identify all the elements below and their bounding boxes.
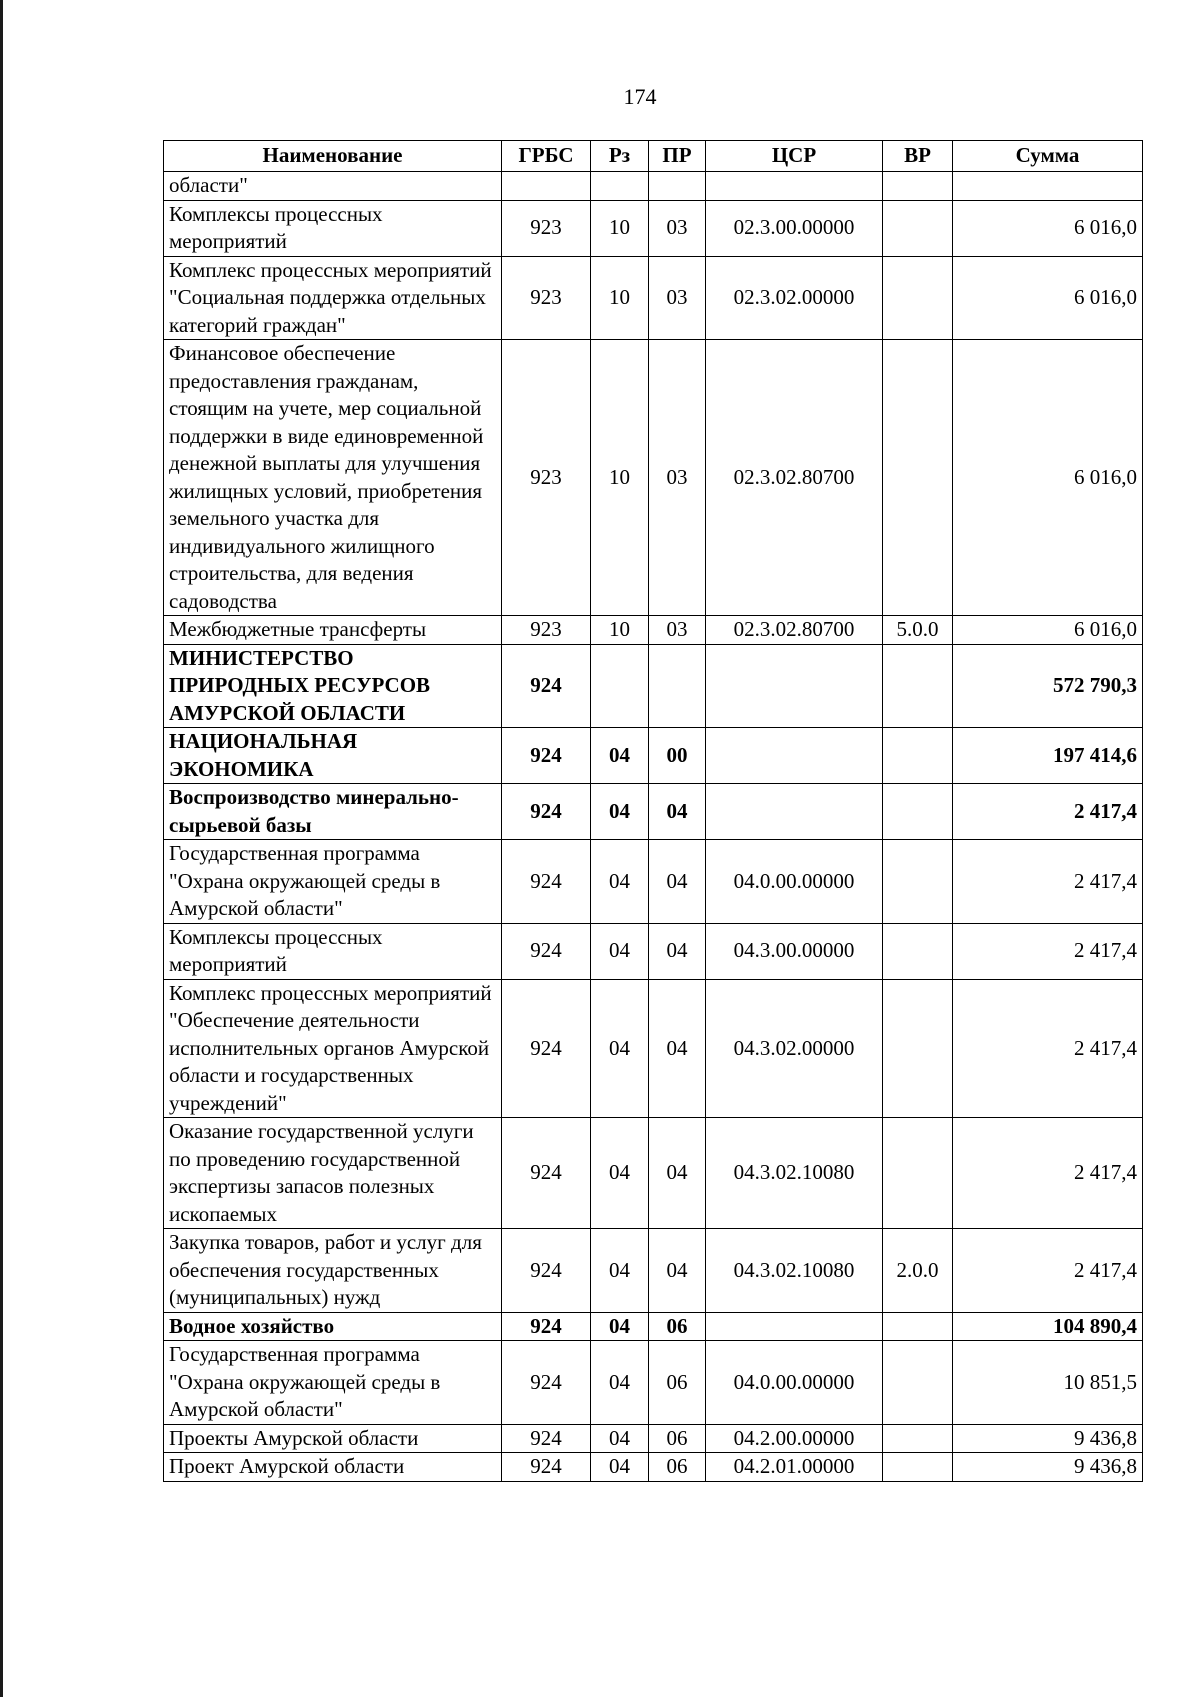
cell-rz: 04: [591, 1424, 649, 1453]
cell-vr: [883, 172, 953, 201]
cell-grbs: 924: [502, 784, 591, 840]
cell-vr: [883, 1118, 953, 1229]
cell-csr: 04.0.00.00000: [706, 840, 883, 924]
cell-pr: 04: [649, 1229, 706, 1313]
cell-name: Государственная программа "Охрана окружающей среды в Амурской области": [164, 1341, 502, 1425]
table-row: [164, 728, 1143, 784]
cell-grbs: 924: [502, 644, 591, 728]
cell-grbs: 924: [502, 1229, 591, 1313]
table-row: [164, 923, 1143, 979]
cell-vr: [883, 728, 953, 784]
table-row: [164, 1118, 1143, 1229]
cell-vr: [883, 1453, 953, 1482]
budget-table: [163, 140, 1143, 1482]
cell-csr: 04.2.01.00000: [706, 1453, 883, 1482]
cell-name: Государственная программа "Охрана окружающей среды в Амурской области": [164, 840, 502, 924]
table-row: [164, 1424, 1143, 1453]
cell-rz: [591, 644, 649, 728]
cell-grbs: 924: [502, 1118, 591, 1229]
cell-rz: 04: [591, 784, 649, 840]
table-body: [164, 172, 1143, 1482]
table-header-row: [164, 141, 1143, 172]
cell-sum: 104 890,4: [953, 1312, 1143, 1341]
cell-grbs: 924: [502, 1341, 591, 1425]
header-name: Наименование: [164, 141, 502, 172]
cell-vr: [883, 784, 953, 840]
table-row: [164, 784, 1143, 840]
cell-csr: [706, 644, 883, 728]
cell-pr: 04: [649, 923, 706, 979]
cell-rz: 04: [591, 840, 649, 924]
cell-vr: [883, 979, 953, 1118]
cell-sum: 6 016,0: [953, 200, 1143, 256]
cell-rz: 04: [591, 1229, 649, 1313]
cell-vr: [883, 340, 953, 616]
cell-name: Проекты Амурской области: [164, 1424, 502, 1453]
cell-vr: [883, 256, 953, 340]
cell-csr: 04.2.00.00000: [706, 1424, 883, 1453]
cell-pr: 04: [649, 1118, 706, 1229]
cell-sum: [953, 172, 1143, 201]
cell-pr: 04: [649, 840, 706, 924]
cell-name: Комплексы процессных мероприятий: [164, 923, 502, 979]
cell-grbs: 923: [502, 616, 591, 645]
table-row: [164, 1312, 1143, 1341]
cell-vr: [883, 1424, 953, 1453]
cell-vr: [883, 840, 953, 924]
cell-vr: [883, 200, 953, 256]
cell-rz: 04: [591, 1453, 649, 1482]
cell-pr: 00: [649, 728, 706, 784]
cell-vr: 2.0.0: [883, 1229, 953, 1313]
cell-rz: 10: [591, 200, 649, 256]
cell-name: области": [164, 172, 502, 201]
cell-csr: 04.3.02.10080: [706, 1229, 883, 1313]
header-grbs: ГРБС: [502, 141, 591, 172]
cell-pr: 04: [649, 784, 706, 840]
cell-csr: [706, 784, 883, 840]
cell-rz: 04: [591, 1312, 649, 1341]
cell-csr: 04.0.00.00000: [706, 1341, 883, 1425]
cell-pr: 04: [649, 979, 706, 1118]
cell-grbs: 924: [502, 1424, 591, 1453]
table-row: [164, 172, 1143, 201]
cell-grbs: 923: [502, 256, 591, 340]
cell-name: Финансовое обеспечение предоставления гражданам, стоящим на учете, мер социальной поддержки в виде единовременной денежной выплаты для улучшения жилищных условий, приобретения земельного участка для индивидуального жилищного строительства, для ведения садоводства: [164, 340, 502, 616]
cell-csr: [706, 1312, 883, 1341]
cell-csr: [706, 172, 883, 201]
cell-csr: 04.3.02.10080: [706, 1118, 883, 1229]
cell-name: Комплексы процессных мероприятий: [164, 200, 502, 256]
cell-sum: 2 417,4: [953, 840, 1143, 924]
cell-sum: 9 436,8: [953, 1453, 1143, 1482]
cell-name: Комплекс процессных мероприятий "Социальная поддержка отдельных категорий граждан": [164, 256, 502, 340]
cell-sum: 6 016,0: [953, 256, 1143, 340]
cell-pr: 03: [649, 200, 706, 256]
cell-rz: [591, 172, 649, 201]
cell-name: Закупка товаров, работ и услуг для обеспечения государственных (муниципальных) нужд: [164, 1229, 502, 1313]
table-row: [164, 1341, 1143, 1425]
cell-csr: 02.3.02.80700: [706, 340, 883, 616]
cell-sum: 2 417,4: [953, 1229, 1143, 1313]
cell-sum: 2 417,4: [953, 784, 1143, 840]
cell-pr: [649, 172, 706, 201]
cell-grbs: 924: [502, 979, 591, 1118]
cell-csr: 02.3.02.00000: [706, 256, 883, 340]
cell-sum: 6 016,0: [953, 616, 1143, 645]
cell-sum: 2 417,4: [953, 1118, 1143, 1229]
cell-rz: 04: [591, 979, 649, 1118]
header-csr: ЦСР: [706, 141, 883, 172]
cell-rz: 10: [591, 256, 649, 340]
cell-name: Межбюджетные трансферты: [164, 616, 502, 645]
cell-grbs: 924: [502, 1312, 591, 1341]
cell-grbs: [502, 172, 591, 201]
cell-rz: 04: [591, 1118, 649, 1229]
table-row: [164, 200, 1143, 256]
cell-vr: [883, 1312, 953, 1341]
cell-pr: 03: [649, 616, 706, 645]
table-row: [164, 644, 1143, 728]
cell-pr: 03: [649, 340, 706, 616]
cell-sum: 2 417,4: [953, 979, 1143, 1118]
cell-pr: 06: [649, 1341, 706, 1425]
cell-rz: 04: [591, 728, 649, 784]
page-number: 174: [623, 84, 657, 109]
cell-pr: 06: [649, 1312, 706, 1341]
cell-pr: 06: [649, 1424, 706, 1453]
header-pr: ПР: [649, 141, 706, 172]
scan-left-edge: [0, 0, 3, 1697]
table-row: [164, 256, 1143, 340]
cell-grbs: 924: [502, 728, 591, 784]
cell-grbs: 923: [502, 340, 591, 616]
cell-sum: 2 417,4: [953, 923, 1143, 979]
cell-rz: 04: [591, 923, 649, 979]
cell-pr: [649, 644, 706, 728]
cell-grbs: 924: [502, 923, 591, 979]
table-row: [164, 1229, 1143, 1313]
header-rz: Рз: [591, 141, 649, 172]
header-vr: ВР: [883, 141, 953, 172]
cell-rz: 10: [591, 340, 649, 616]
cell-rz: 10: [591, 616, 649, 645]
cell-csr: 04.3.02.00000: [706, 979, 883, 1118]
table-row: [164, 340, 1143, 616]
table-row: [164, 979, 1143, 1118]
cell-grbs: 924: [502, 840, 591, 924]
cell-name: Проект Амурской области: [164, 1453, 502, 1482]
cell-csr: [706, 728, 883, 784]
cell-sum: 6 016,0: [953, 340, 1143, 616]
cell-name: Водное хозяйство: [164, 1312, 502, 1341]
cell-grbs: 923: [502, 200, 591, 256]
cell-pr: 06: [649, 1453, 706, 1482]
cell-csr: 02.3.02.80700: [706, 616, 883, 645]
table-row: [164, 616, 1143, 645]
header-sum: Сумма: [953, 141, 1143, 172]
cell-sum: 572 790,3: [953, 644, 1143, 728]
cell-grbs: 924: [502, 1453, 591, 1482]
cell-vr: [883, 1341, 953, 1425]
cell-vr: 5.0.0: [883, 616, 953, 645]
table-row: [164, 840, 1143, 924]
cell-sum: 10 851,5: [953, 1341, 1143, 1425]
table-row: [164, 1453, 1143, 1482]
cell-name: НАЦИОНАЛЬНАЯ ЭКОНОМИКА: [164, 728, 502, 784]
cell-vr: [883, 644, 953, 728]
cell-vr: [883, 923, 953, 979]
cell-name: Оказание государственной услуги по проведению государственной экспертизы запасов полезных ископаемых: [164, 1118, 502, 1229]
cell-sum: 197 414,6: [953, 728, 1143, 784]
cell-rz: 04: [591, 1341, 649, 1425]
cell-csr: 04.3.00.00000: [706, 923, 883, 979]
cell-name: МИНИСТЕРСТВО ПРИРОДНЫХ РЕСУРСОВ АМУРСКОЙ ОБЛАСТИ: [164, 644, 502, 728]
cell-name: Воспроизводство минерально-сырьевой базы: [164, 784, 502, 840]
cell-sum: 9 436,8: [953, 1424, 1143, 1453]
cell-pr: 03: [649, 256, 706, 340]
cell-name: Комплекс процессных мероприятий "Обеспечение деятельности исполнительных органов Амурской области и государственных учреждений": [164, 979, 502, 1118]
cell-csr: 02.3.00.00000: [706, 200, 883, 256]
